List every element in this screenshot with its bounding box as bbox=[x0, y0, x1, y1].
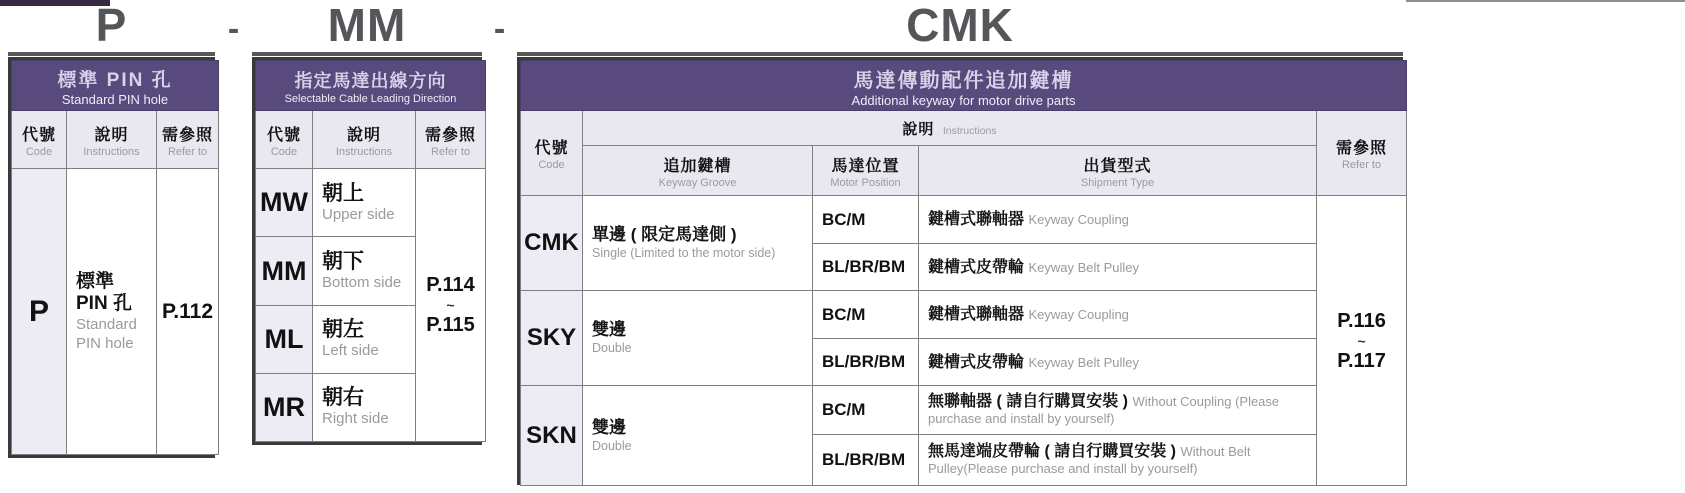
header-code-en: Code bbox=[25, 145, 53, 158]
refer-tilde: ~ bbox=[1357, 332, 1366, 349]
header-instr-en: Instructions bbox=[335, 145, 393, 158]
table1-code-cell: P bbox=[12, 169, 67, 455]
table3-header-refer bbox=[1317, 111, 1407, 196]
header-motor-en: Motor Position bbox=[830, 176, 901, 189]
table2-title-en: Selectable Cable Leading Direction bbox=[284, 92, 457, 105]
table3-motor-cell: BC/M bbox=[813, 291, 919, 339]
refer-tilde: ~ bbox=[446, 297, 455, 314]
table2-refer-cell bbox=[416, 169, 486, 442]
refer-from: P.114 bbox=[426, 274, 475, 297]
refer-from: P.116 bbox=[1337, 309, 1386, 332]
header-refer-zh: 需參照 bbox=[425, 126, 477, 144]
table1-title-en: Standard PIN hole bbox=[61, 91, 169, 107]
header-code-en: Code bbox=[538, 159, 565, 171]
table1-title-zh: 標準 PIN 孔 bbox=[57, 69, 173, 91]
ship-zh: 無馬達端皮帶輪 ( 請自行購買安裝 ) bbox=[928, 443, 1176, 460]
table3-title-band bbox=[521, 61, 1407, 111]
table3-shipment-cell bbox=[919, 386, 1317, 435]
table3-header-shipment-type bbox=[919, 146, 1317, 196]
table2-instr-zh: 朝下 bbox=[322, 250, 364, 274]
table3-shipment-cell bbox=[919, 291, 1317, 339]
table3-header-keyway bbox=[583, 146, 813, 196]
header-instr-zh: 說明 bbox=[94, 126, 129, 144]
header-instr-en: Instructions bbox=[942, 124, 997, 137]
header-code-zh: 代號 bbox=[534, 140, 569, 157]
table3-motor-cell: BC/M bbox=[813, 196, 919, 244]
table3-motor-cell: BC/M bbox=[813, 386, 919, 435]
table2-instr-en: Bottom side bbox=[322, 274, 402, 292]
table3-header-code bbox=[521, 111, 583, 196]
header-refer-zh: 需參照 bbox=[162, 126, 214, 144]
keyway-zh: 雙邊 bbox=[592, 320, 626, 339]
table2-title-band bbox=[256, 61, 486, 111]
segment-underline bbox=[8, 52, 215, 56]
header-refer-zh: 需參照 bbox=[1336, 140, 1388, 157]
table-standard-pin-hole bbox=[8, 57, 215, 458]
header-ship-zh: 出貨型式 bbox=[1083, 157, 1152, 175]
order-code-segment-mm: MM bbox=[327, 0, 407, 51]
table3-motor-cell: BL/BR/BM bbox=[813, 435, 919, 486]
keyway-en: Single (Limited to the motor side) bbox=[592, 246, 776, 260]
table-cable-leading-direction bbox=[252, 57, 482, 445]
table1-instr-zh1: 標準 bbox=[76, 270, 115, 292]
header-instr-zh: 說明 bbox=[346, 126, 381, 144]
table2-code-cell: MR bbox=[256, 373, 313, 441]
ship-en: Keyway Coupling bbox=[1028, 307, 1129, 322]
table2-code-cell: ML bbox=[256, 305, 313, 373]
table3-shipment-cell bbox=[919, 435, 1317, 486]
table1-header-refer bbox=[157, 111, 219, 169]
table3-title-en: Additional keyway for motor drive parts bbox=[851, 92, 1076, 108]
table2-instr-en: Left side bbox=[322, 342, 379, 360]
keyway-en: Double bbox=[592, 438, 632, 453]
ship-en: Without Belt Pulley(Please purchase and install by yourself) bbox=[928, 444, 1251, 476]
header-keyway-en: Keyway Groove bbox=[658, 176, 737, 189]
table2-instr-zh: 朝右 bbox=[322, 386, 364, 410]
header-code-zh: 代號 bbox=[21, 126, 56, 144]
table2-instr-zh: 朝上 bbox=[322, 181, 364, 205]
table2-instructions-cell bbox=[313, 305, 416, 373]
order-code-separator: - bbox=[227, 10, 240, 48]
top-edge-line bbox=[1406, 0, 1685, 2]
table2-instr-en: Upper side bbox=[322, 205, 395, 223]
keyway-en: Double bbox=[592, 341, 632, 355]
table2-code-cell: MM bbox=[256, 237, 313, 305]
header-refer-en: Refer to bbox=[1341, 159, 1382, 171]
table3-title-zh: 馬達傳動配件追加鍵槽 bbox=[853, 69, 1074, 92]
table3-refer-cell bbox=[1317, 196, 1407, 486]
order-code-segment-p: P bbox=[95, 0, 128, 51]
order-code-separator: - bbox=[493, 10, 506, 48]
table1-instr-zh2: PIN 孔 bbox=[76, 292, 132, 314]
table3-keyway-cell bbox=[583, 196, 813, 291]
order-code-segment-cmk: CMK bbox=[906, 0, 1014, 51]
table1-instr-en2: PIN hole bbox=[76, 334, 134, 352]
table1-header-instructions bbox=[67, 111, 157, 169]
table2-header-code bbox=[256, 111, 313, 169]
table1-refer-cell: P.112 bbox=[157, 169, 219, 455]
header-code-zh: 代號 bbox=[266, 126, 301, 144]
segment-underline bbox=[252, 52, 482, 56]
keyway-zh: 雙邊 bbox=[592, 417, 626, 437]
header-instr-en: Instructions bbox=[83, 145, 140, 158]
keyway-zh: 單邊 ( 限定馬達側 ) bbox=[592, 225, 737, 244]
table3-motor-cell: BL/BR/BM bbox=[813, 339, 919, 386]
table3-keyway-cell bbox=[583, 291, 813, 386]
segment-underline bbox=[517, 52, 1403, 56]
table3-code-cell: CMK bbox=[521, 196, 583, 291]
refer-to: P.115 bbox=[426, 314, 475, 337]
table3-header-motor-position bbox=[813, 146, 919, 196]
table2-instructions-cell bbox=[313, 237, 416, 305]
table2-title-zh: 指定馬達出線方向 bbox=[294, 70, 447, 91]
table2-header-refer bbox=[416, 111, 486, 169]
table3-shipment-cell bbox=[919, 244, 1317, 291]
ship-zh: 無聯軸器 ( 請自行購買安裝 ) bbox=[928, 393, 1128, 410]
table-additional-keyway bbox=[517, 57, 1403, 485]
table1-header-code bbox=[12, 111, 67, 169]
table3-header-instructions bbox=[583, 111, 1317, 146]
table3-shipment-cell bbox=[919, 339, 1317, 386]
ship-zh: 鍵槽式聯軸器 bbox=[928, 306, 1025, 323]
refer-to: P.117 bbox=[1337, 349, 1386, 372]
header-code-en: Code bbox=[270, 145, 298, 158]
table1-title-band bbox=[12, 61, 219, 111]
ship-en: Without Coupling (Please purchase and install by yourself) bbox=[928, 394, 1280, 426]
table2-instr-zh: 朝左 bbox=[322, 318, 364, 342]
table3-code-cell: SKN bbox=[521, 386, 583, 486]
table2-instructions-cell bbox=[313, 373, 416, 441]
table1-instr-en1: Standard bbox=[76, 315, 137, 333]
ship-en: Keyway Coupling bbox=[1028, 212, 1129, 227]
ship-zh: 鍵槽式聯軸器 bbox=[928, 211, 1025, 228]
table3-motor-cell: BL/BR/BM bbox=[813, 244, 919, 291]
header-motor-zh: 馬達位置 bbox=[831, 157, 900, 175]
header-instr-zh: 說明 bbox=[902, 120, 935, 138]
table3-shipment-cell bbox=[919, 196, 1317, 244]
ship-zh: 鍵槽式皮帶輪 bbox=[928, 258, 1025, 276]
ship-en: Keyway Belt Pulley bbox=[1028, 354, 1140, 370]
table2-instructions-cell bbox=[313, 169, 416, 237]
header-refer-en: Refer to bbox=[430, 145, 471, 158]
table2-code-cell: MW bbox=[256, 169, 313, 237]
header-keyway-zh: 追加鍵槽 bbox=[663, 157, 732, 175]
ship-zh: 鍵槽式皮帶輪 bbox=[928, 353, 1025, 371]
ship-en: Keyway Belt Pulley bbox=[1028, 259, 1140, 275]
table1-instructions-cell bbox=[67, 169, 157, 455]
header-refer-en: Refer to bbox=[167, 145, 208, 158]
table3-code-cell: SKY bbox=[521, 291, 583, 386]
header-ship-en: Shipment Type bbox=[1080, 176, 1155, 189]
table3-keyway-cell bbox=[583, 386, 813, 486]
table2-header-instructions bbox=[313, 111, 416, 169]
table2-instr-en: Right side bbox=[322, 410, 389, 428]
